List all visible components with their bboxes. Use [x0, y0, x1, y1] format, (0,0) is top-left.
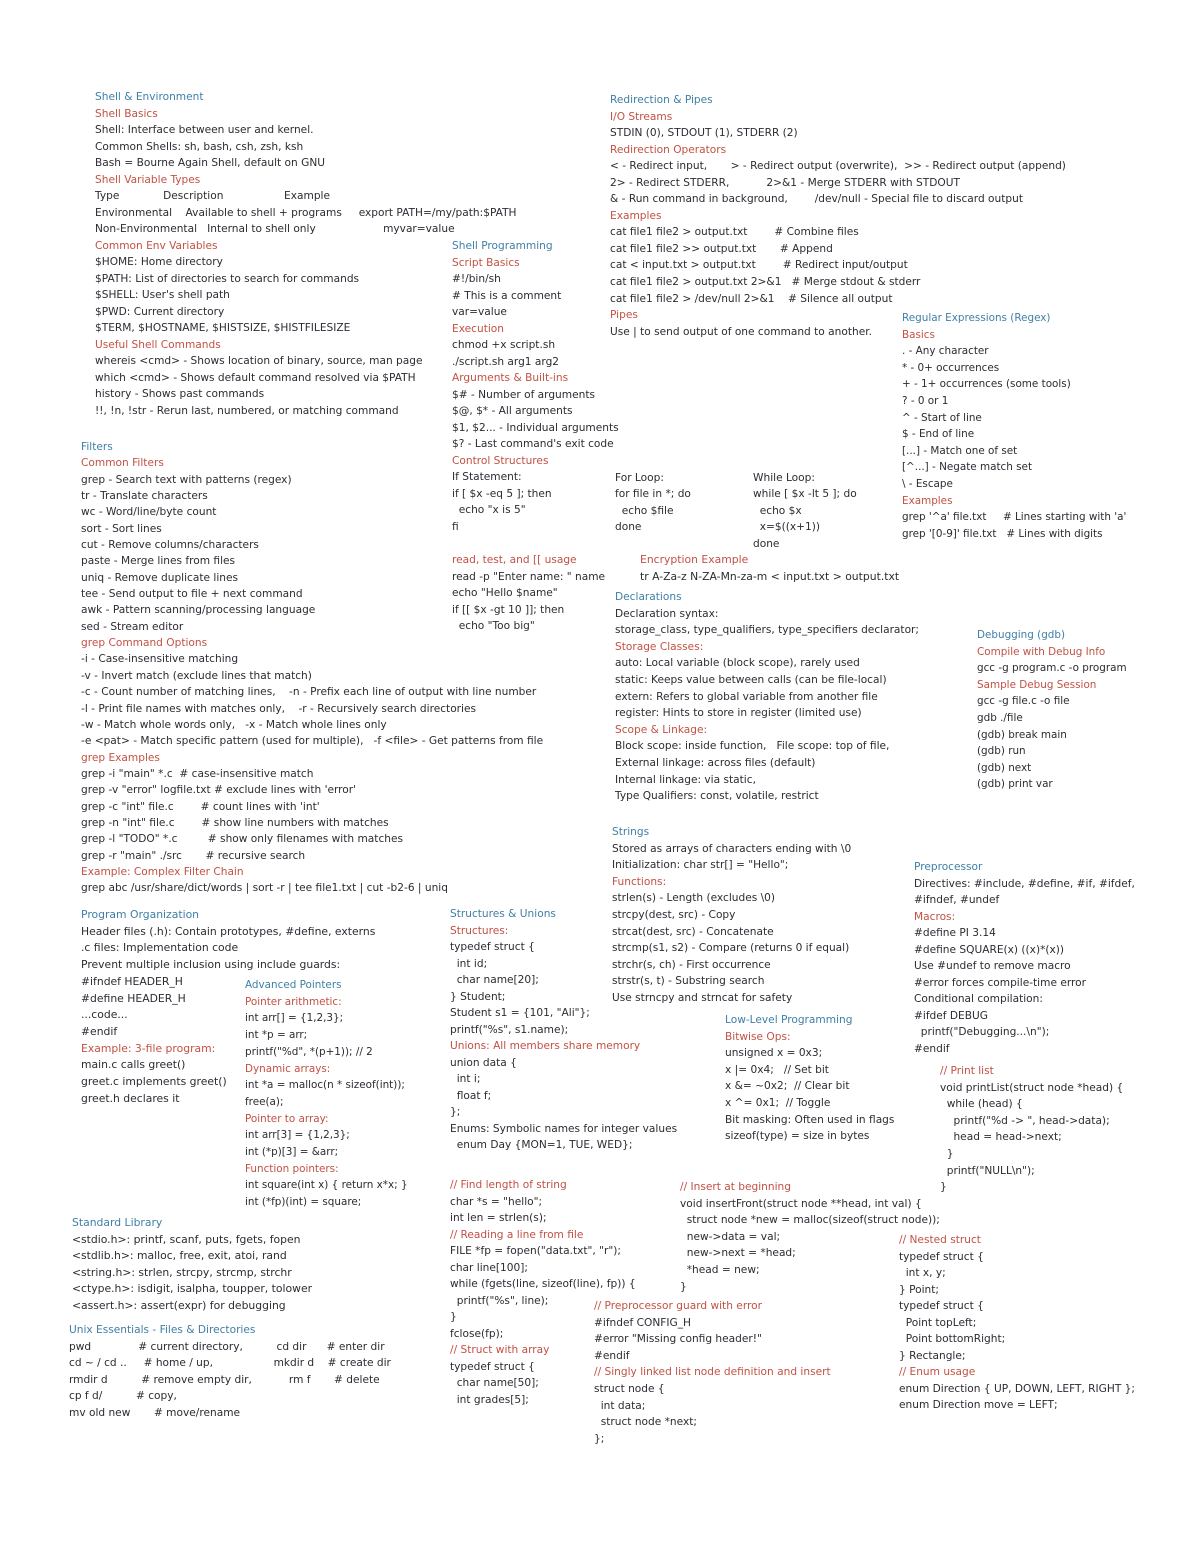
text-line: <string.h>: strlen, strcpy, strcmp, strchr [72, 1265, 292, 1279]
text-line: Conditional compilation: [914, 993, 1043, 1005]
text-line: Environmental Available to shell + programs export PATH=/my/path:$PATH [95, 206, 517, 219]
text-line: struct node *new = malloc(sizeof(struct node)); [680, 1214, 940, 1227]
text-line: typedef struct { [899, 1250, 984, 1263]
section-subtitle: Execution [452, 322, 504, 335]
text-line: history - Shows past commands [95, 388, 265, 400]
text-line: int arr[3] = {1,2,3}; [245, 1129, 350, 1142]
text-line: (gdb) break main [977, 728, 1067, 741]
text-line: auto: Local variable (block scope), rarely used [615, 657, 860, 670]
text-line: Directives: #include, #define, #if, #ifdef, [914, 877, 1135, 890]
text-line: printf("%d", *(p+1)); // 2 [245, 1045, 373, 1058]
text-line: If Statement: [452, 471, 522, 483]
text-line: grep -c "int" file.c # count lines with 'int' [81, 800, 320, 813]
text-line: if [[ $x -gt 10 ]]; then [452, 603, 565, 616]
text-line: -e <pat> - Match specific pattern (used for multiple), -f <file> - Get patterns from file [81, 735, 544, 748]
section-subtitle: Unions: All members share memory [450, 1040, 641, 1052]
section-shell-programming [452, 238, 619, 535]
text-line: sort - Sort lines [81, 522, 162, 535]
text-line: STDIN (0), STDOUT (1), STDERR (2) [610, 127, 798, 140]
section-title: Program Organization [81, 908, 200, 921]
text-line: Use strncpy and strncat for safety [612, 991, 793, 1004]
section-title: Low-Level Programming [725, 1014, 853, 1026]
section-subtitle: Examples [902, 494, 953, 507]
section-print-list [940, 1063, 1123, 1196]
text-line: $HOME: Home directory [95, 256, 223, 268]
text-line: #endif [81, 1024, 118, 1038]
section-title: Shell & Environment [95, 91, 204, 103]
text-line: int i; [450, 1073, 481, 1085]
section-preprocessor [914, 859, 1135, 1057]
text-line: External linkage: across files (default) [615, 756, 816, 769]
section-subtitle: Function pointers: [245, 1162, 339, 1175]
text-line: x=$((x+1)) [753, 521, 821, 534]
text-line: free(a); [245, 1095, 284, 1108]
text-line: static: Keeps value between calls (can be file-local) [615, 673, 887, 686]
text-line: pwd # current directory, cd dir # enter dir [69, 1340, 385, 1353]
text-line: $SHELL: User's shell path [95, 289, 230, 301]
section-regex [902, 310, 1126, 542]
text-line: int len = strlen(s); [450, 1212, 547, 1224]
section-subtitle: Scope & Linkage: [615, 723, 708, 736]
text-line: -v - Invert match (exclude lines that match) [81, 669, 312, 682]
text-line: ...code... [81, 1008, 128, 1022]
text-line: #ifdef DEBUG [914, 1009, 988, 1022]
text-line: Prevent multiple inclusion using include guards: [81, 958, 341, 972]
section-title: Standard Library [72, 1216, 163, 1229]
text-line: printf("%s", s1.name); [450, 1023, 569, 1036]
text-line: x &= ~0x2; // Clear bit [725, 1080, 850, 1093]
text-line: union data { [450, 1056, 517, 1069]
code-comment: // Print list [940, 1065, 994, 1077]
text-line: echo $file [615, 504, 674, 517]
section-subtitle: grep Command Options [81, 637, 208, 650]
section-subtitle: Redirection Operators [610, 143, 727, 156]
code-comment: // Preprocessor guard with error [594, 1300, 762, 1312]
section-title: Regular Expressions (Regex) [902, 312, 1051, 324]
section-advanced-pointers [245, 977, 408, 1211]
text-line: mv old new # move/rename [69, 1406, 241, 1419]
text-line: * - 0+ occurrences [902, 361, 1000, 374]
text-line: printf("%d -> ", head->data); [940, 1114, 1110, 1127]
text-line: int (*p)[3] = &arr; [245, 1146, 339, 1159]
section-unix-essentials [69, 1322, 391, 1422]
text-line: #ifndef, #undef [914, 894, 1000, 906]
section-subtitle: Shell Variable Types [95, 173, 201, 186]
section-title: Shell Programming [452, 240, 553, 252]
text-line: (gdb) print var [977, 778, 1053, 791]
text-line: \ - Escape [902, 477, 953, 490]
text-line: if [ $x -eq 5 ]; then [452, 487, 552, 500]
text-line: chmod +x script.sh [452, 339, 556, 351]
code-comment: // Find length of string [450, 1179, 567, 1191]
section-subtitle: Basics [902, 328, 935, 341]
text-line: uniq - Remove duplicate lines [81, 571, 239, 584]
text-line: } [940, 1147, 954, 1160]
text-line: grep - Search text with patterns (regex) [81, 473, 292, 486]
text-line: #endif [594, 1349, 630, 1362]
section-subtitle: Storage Classes: [615, 640, 704, 653]
section-subtitle: grep Examples [81, 751, 160, 764]
text-line: #define SQUARE(x) ((x)*(x)) [914, 943, 1065, 956]
text-line: Header files (.h): Contain prototypes, #define, externs [81, 924, 376, 938]
section-subtitle: Shell Basics [95, 107, 158, 120]
text-line: Type Qualifiers: const, volatile, restrict [615, 790, 819, 803]
text-line: Common Shells: sh, bash, csh, zsh, ksh [95, 140, 304, 153]
text-line: wc - Word/line/byte count [81, 506, 217, 519]
section-redirection [610, 92, 1066, 340]
section-subtitle: Structures: [450, 924, 509, 937]
text-line: new->data = val; [680, 1230, 781, 1243]
text-line: while (head) { [940, 1098, 1023, 1111]
text-line: head = head->next; [940, 1131, 1062, 1144]
text-line: extern: Refers to global variable from another file [615, 690, 878, 703]
text-line: sizeof(type) = size in bytes [725, 1130, 870, 1143]
section-subtitle: Arguments & Built-ins [452, 372, 569, 384]
text-line: echo "Too big" [452, 620, 535, 632]
text-line: $1, $2... - Individual arguments [452, 421, 619, 434]
text-line: typedef struct { [450, 1360, 535, 1373]
text-line: Internal linkage: via static, [615, 773, 756, 786]
text-line: <ctype.h>: isdigit, isalpha, toupper, tolower [72, 1282, 313, 1295]
text-line: <stdio.h>: printf, scanf, puts, fgets, fopen [72, 1232, 301, 1246]
text-line: cd ~ / cd .. # home / up, mkdir d # create dir [69, 1357, 391, 1370]
text-line: <stdlib.h>: malloc, free, exit, atoi, rand [72, 1249, 287, 1262]
text-line: done [615, 521, 642, 534]
text-line: } Student; [450, 990, 506, 1003]
section-subtitle: Control Structures [452, 454, 549, 467]
text-line: read -p "Enter name: " name [452, 570, 606, 583]
text-line: Type Description Example [95, 190, 331, 202]
text-line: typedef struct { [450, 941, 535, 953]
text-line: paste - Merge lines from files [81, 555, 236, 568]
section-title: Structures & Unions [450, 908, 556, 920]
section-subtitle: Script Basics [452, 256, 520, 269]
text-line: + - 1+ occurrences (some tools) [902, 378, 1071, 391]
section-subtitle: Sample Debug Session [977, 678, 1097, 691]
section-title: Filters [81, 441, 113, 453]
section-subtitle: Encryption Example [640, 553, 749, 566]
text-line: tr A-Za-z N-ZA-Mn-za-m < input.txt > output.txt [640, 569, 900, 583]
code-comment: // Insert at beginning [680, 1181, 791, 1193]
text-line: char name[50]; [450, 1377, 539, 1389]
text-line: <assert.h>: assert(expr) for debugging [72, 1298, 286, 1312]
text-line: !!, !n, !str - Rerun last, numbered, or matching command [95, 404, 399, 417]
text-line: int data; [594, 1399, 646, 1412]
text-line: grep -v "error" logfile.txt # exclude lines with 'error' [81, 784, 357, 797]
text-line: int x, y; [899, 1267, 946, 1279]
text-line: Use #undef to remove macro [914, 960, 1071, 972]
text-line: unsigned x = 0x3; [725, 1047, 823, 1060]
text-line: enum Day {MON=1, TUE, WED}; [450, 1139, 633, 1151]
text-line: < - Redirect input, > - Redirect output (overwrite), >> - Redirect output (append) [610, 160, 1066, 173]
text-line: grep -i "main" *.c # case-insensitive match [81, 767, 314, 780]
text-line: ./script.sh arg1 arg2 [452, 355, 560, 368]
section-subtitle: Pipes [610, 309, 638, 322]
text-line: # This is a comment [452, 289, 562, 302]
text-line: float f; [450, 1089, 492, 1102]
text-line: struct node { [594, 1382, 665, 1395]
text-line: $ - End of line [902, 428, 975, 441]
text-line: cat < input.txt > output.txt # Redirect input/output [610, 259, 908, 272]
text-line: 2> - Redirect STDERR, 2>&1 - Merge STDERR with STDOUT [610, 176, 960, 189]
text-line: int *p = arr; [245, 1029, 308, 1042]
text-line: Enums: Symbolic names for integer values [450, 1122, 678, 1135]
text-line: Point bottomRight; [899, 1333, 1006, 1345]
text-line: var=value [452, 306, 507, 318]
text-line: echo "Hello $name" [452, 587, 558, 599]
section-standard-library [72, 1215, 312, 1314]
section-title: Redirection & Pipes [610, 94, 713, 106]
text-line: int (*fp)(int) = square; [245, 1196, 362, 1209]
text-line: Block scope: inside function, File scope: top of file, [615, 740, 890, 753]
section-subtitle: Common Env Variables [95, 239, 218, 252]
text-line: #!/bin/sh [452, 273, 501, 285]
text-line: enum Direction { UP, DOWN, LEFT, RIGHT }; [899, 1382, 1135, 1395]
text-line: #endif [914, 1042, 950, 1055]
section-subtitle: Examples [610, 209, 662, 222]
text-line: Bash = Bourne Again Shell, default on GNU [95, 157, 325, 169]
section-nested-struct [899, 1232, 1135, 1414]
section-title: Preprocessor [914, 861, 983, 873]
text-line: printf("Debugging...\n"); [914, 1026, 1050, 1038]
text-line: cp f d/ # copy, [69, 1390, 177, 1403]
section-subtitle: Example: 3-file program: [81, 1041, 216, 1055]
text-line: int square(int x) { return x*x; } [245, 1179, 408, 1192]
text-line: -c - Count number of matching lines, -n - Prefix each line of output with line number [81, 686, 537, 699]
section-title: Unix Essentials - Files & Directories [69, 1324, 256, 1336]
text-line: . - Any character [902, 345, 989, 358]
text-line: void insertFront(struct node **head, int val) { [680, 1197, 922, 1210]
text-line: #error "Missing config header!" [594, 1333, 762, 1346]
section-subtitle: Bitwise Ops: [725, 1030, 791, 1043]
section-for-loop [615, 470, 691, 536]
text-line: while (fgets(line, sizeof(line), fp)) { [450, 1278, 636, 1290]
text-line: $TERM, $HOSTNAME, $HISTSIZE, $HISTFILESIZE [95, 322, 351, 334]
text-line: strcat(dest, src) - Concatenate [612, 925, 774, 938]
code-comment: // Struct with array [450, 1344, 550, 1356]
code-comment: // Nested struct [899, 1234, 981, 1246]
section-subtitle: I/O Streams [610, 110, 673, 123]
section-encryption [640, 552, 899, 585]
text-line: int *a = malloc(n * sizeof(int)); [245, 1079, 405, 1092]
text-line: awk - Pattern scanning/processing language [81, 604, 316, 617]
text-line: }; [594, 1432, 605, 1445]
text-line: & - Run command in background, /dev/null - Special file to discard output [610, 193, 1024, 206]
text-line: #ifndef CONFIG_H [594, 1316, 691, 1329]
text-line: char *s = "hello"; [450, 1195, 543, 1208]
text-line: int grades[5]; [450, 1393, 529, 1406]
section-subtitle: Pointer to array: [245, 1112, 329, 1125]
text-line: typedef struct { [899, 1300, 984, 1312]
section-subtitle: Compile with Debug Info [977, 645, 1106, 658]
text-line: cat file1 file2 >> output.txt # Append [610, 242, 833, 255]
text-line: sed - Stream editor [81, 620, 184, 633]
section-title: Advanced Pointers [245, 979, 342, 991]
text-line: } Rectangle; [899, 1349, 966, 1362]
text-line: storage_class, type_qualifiers, type_specifiers declarator; [615, 624, 919, 637]
section-subtitle: Macros: [914, 910, 956, 923]
text-line: cat file1 file2 > output.txt # Combine files [610, 226, 859, 239]
text-line: strlen(s) - Length (excludes \0) [612, 892, 776, 905]
text-line: gcc -g file.c -o file [977, 695, 1070, 708]
text-line: tr - Translate characters [81, 490, 208, 503]
section-low-level [725, 1012, 894, 1145]
text-line: printf("NULL\n"); [940, 1164, 1035, 1177]
text-line: Declaration syntax: [615, 607, 719, 620]
section-title: Declarations [615, 591, 682, 603]
text-line: While Loop: [753, 472, 815, 484]
text-line: Point topLeft; [899, 1316, 977, 1329]
text-line: [...] - Match one of set [902, 444, 1018, 457]
section-subtitle: Common Filters [81, 457, 164, 470]
text-line: $# - Number of arguments [452, 388, 595, 401]
text-line: Non-Environmental Internal to shell only myvar=value [95, 223, 455, 235]
text-line: x |= 0x4; // Set bit [725, 1063, 829, 1076]
text-line: }; [450, 1106, 461, 1118]
code-comment: // Reading a line from file [450, 1228, 584, 1241]
text-line: fi [452, 520, 459, 533]
section-while-loop [753, 470, 857, 552]
text-line: int id; [450, 957, 488, 970]
text-line: Stored as arrays of characters ending with \0 [612, 842, 852, 855]
section-subtitle: Functions: [612, 875, 667, 888]
text-line: Student s1 = {101, "Ali"}; [450, 1007, 590, 1019]
text-line: Bit masking: Often used in flags [725, 1113, 895, 1126]
text-line: while [ $x -lt 5 ]; do [753, 488, 857, 501]
text-line: gdb ./file [977, 711, 1023, 724]
text-line: *head = new; [680, 1263, 760, 1276]
section-subtitle: Dynamic arrays: [245, 1062, 331, 1075]
text-line: rmdir d # remove empty dir, rm f # delete [69, 1373, 380, 1386]
text-line: #ifndef HEADER_H [81, 974, 183, 988]
text-line: grep '[0-9]' file.txt # Lines with digits [902, 527, 1103, 540]
section-subtitle: Useful Shell Commands [95, 338, 221, 351]
text-line: for file in *; do [615, 488, 691, 501]
text-line: printf("%s", line); [450, 1294, 549, 1307]
text-line: new->next = *head; [680, 1247, 796, 1260]
text-line: #define HEADER_H [81, 991, 186, 1005]
text-line: } Point; [899, 1283, 939, 1296]
code-comment: // Enum usage [899, 1366, 976, 1378]
text-line: (gdb) run [977, 745, 1026, 758]
text-line: struct node *next; [594, 1416, 697, 1429]
text-line: #error forces compile-time error [914, 976, 1086, 989]
text-line: $PWD: Current directory [95, 305, 225, 318]
text-line: $PATH: List of directories to search for commands [95, 272, 360, 285]
text-line: strcpy(dest, src) - Copy [612, 908, 736, 921]
text-line: cut - Remove columns/characters [81, 539, 259, 552]
text-line: void printList(struct node *head) { [940, 1081, 1124, 1094]
section-subtitle: read, test, and [[ usage [452, 554, 577, 566]
text-line: Initialization: char str[] = "Hello"; [612, 859, 789, 872]
text-line: [^...] - Negate match set [902, 461, 1033, 474]
text-line: grep -r "main" ./src # recursive search [81, 849, 306, 862]
code-comment: // Singly linked list node definition and insert [594, 1366, 831, 1379]
text-line: grep -n "int" file.c # show line numbers with matches [81, 816, 389, 829]
text-line: char line[100]; [450, 1261, 528, 1274]
section-title: Strings [612, 826, 650, 838]
text-line: For Loop: [615, 472, 664, 484]
text-line: strcmp(s1, s2) - Compare (returns 0 if equal) [612, 942, 850, 955]
text-line: } [680, 1280, 687, 1293]
section-subtitle: Example: Complex Filter Chain [81, 865, 244, 878]
section-guard-error [594, 1298, 831, 1447]
text-line: whereis <cmd> - Shows location of binary, source, man page [95, 355, 423, 367]
text-line: grep -l "TODO" *.c # show only filenames with matches [81, 833, 404, 846]
text-line: x ^= 0x1; // Toggle [725, 1096, 831, 1109]
section-declarations [615, 589, 919, 805]
text-line: ^ - Start of line [902, 411, 982, 424]
text-line: greet.h declares it [81, 1091, 180, 1105]
text-line: strstr(s, t) - Substring search [612, 975, 765, 988]
text-line: echo $x [753, 504, 802, 517]
text-line: #define PI 3.14 [914, 927, 996, 939]
text-line: int arr[] = {1,2,3}; [245, 1012, 344, 1025]
section-debugging [977, 627, 1127, 793]
text-line: char name[20]; [450, 974, 539, 986]
text-line: } [940, 1181, 947, 1194]
text-line: tee - Send output to file + next command [81, 588, 303, 601]
section-subtitle: Pointer arithmetic: [245, 995, 342, 1008]
text-line: } [450, 1311, 457, 1323]
text-line: strchr(s, ch) - First occurrence [612, 958, 771, 971]
section-title: Debugging (gdb) [977, 629, 1066, 641]
text-line: -l - Print file names with matches only, -r - Recursively search directories [81, 702, 477, 715]
text-line: Shell: Interface between user and kernel. [95, 124, 314, 136]
text-line: -i - Case-insensitive matching [81, 653, 239, 666]
text-line: .c files: Implementation code [81, 941, 239, 955]
text-line: done [753, 537, 780, 550]
text-line: register: Hints to store in register (limited use) [615, 707, 862, 720]
text-line: (gdb) next [977, 761, 1032, 774]
text-line: -w - Match whole words only, -x - Match whole lines only [81, 718, 387, 731]
text-line: gcc -g program.c -o program [977, 662, 1127, 675]
text-line: $? - Last command's exit code [452, 438, 614, 450]
text-line: enum Direction move = LEFT; [899, 1399, 1058, 1411]
text-line: $@, $* - All arguments [452, 405, 573, 417]
text-line: cat file1 file2 > output.txt 2>&1 # Merge stdout & stderr [610, 276, 921, 289]
text-line: fclose(fp); [450, 1327, 504, 1340]
text-line: ? - 0 or 1 [902, 394, 949, 407]
text-line: greet.c implements greet() [81, 1075, 227, 1089]
text-line: cat file1 file2 > /dev/null 2>&1 # Silence all output [610, 292, 893, 305]
text-line: grep '^a' file.txt # Lines starting with 'a' [902, 511, 1127, 524]
text-line: echo "x is 5" [452, 504, 526, 516]
section-structures-unions [450, 906, 677, 1154]
text-line: Use | to send output of one command to another. [610, 325, 872, 338]
text-line: grep abc /usr/share/dict/words | sort -r | tee file1.txt | cut -b2-6 | uniq [81, 882, 448, 895]
section-read-test [452, 552, 605, 635]
text-line: FILE *fp = fopen("data.txt", "r"); [450, 1245, 621, 1257]
text-line: which <cmd> - Shows default command resolved via $PATH [95, 371, 416, 384]
text-line: main.c calls greet() [81, 1058, 186, 1072]
